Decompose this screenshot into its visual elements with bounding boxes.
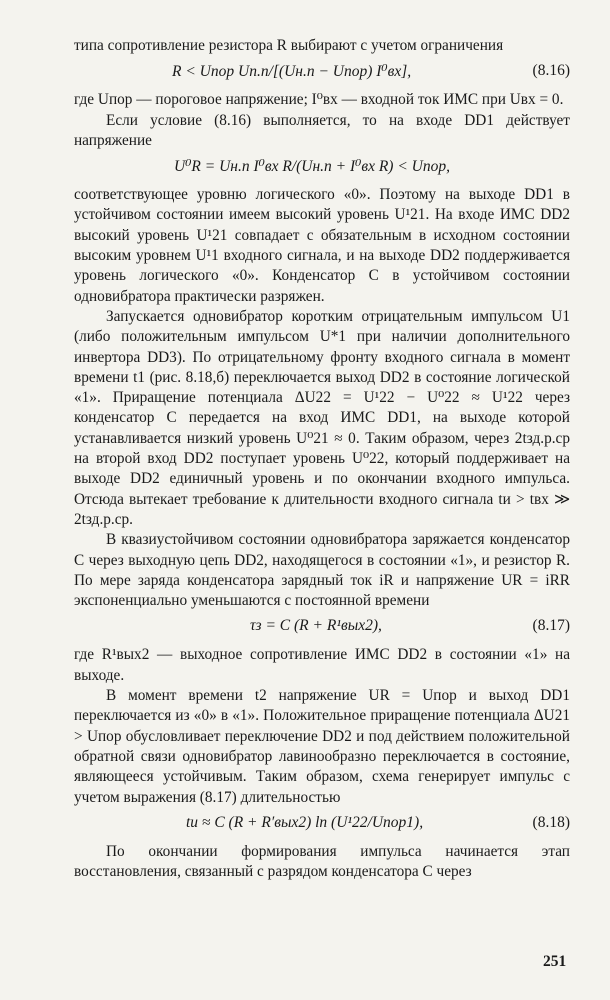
equation-number: (8.17) xyxy=(532,617,570,635)
paragraph-7: где R¹вых2 — выходное сопротивление ИМС DD2 в состоянии «1» на выходе. xyxy=(74,646,570,684)
paragraph-4: соответствующее уровню логического «0». Поэтому на выходе DD1 в устойчивом состоянии имеем высокий уровень U¹21. На входе ИМС DD2 высокий уровень U¹21 совпадает с обязательным в исходном состоянии высоким уровнем U¹1 входного сигнала, и на выходе DD2 поддерживается уровень логического «0». Конденсатор C в устойчивом состоянии одновибратора практически разряжен. xyxy=(74,186,570,305)
equation-formula: R < Uпор Uп.п/[(Uн.п − Uпор) I⁰вх], xyxy=(172,63,412,81)
equation-formula: tи ≈ C (R + R′вых2) ln (U¹22/Uпор1), xyxy=(186,813,424,831)
equation-number: (8.16) xyxy=(532,62,570,80)
equation-ur0 xyxy=(74,151,570,185)
paragraph-1: типа сопротивление резистора R выбирают с учетом ограничения xyxy=(74,37,504,54)
equation-8-17 xyxy=(74,611,570,645)
equation-8-16 xyxy=(74,56,570,90)
page-text xyxy=(74,36,570,882)
page-number: 251 xyxy=(543,953,567,970)
paragraph-9: По окончании формирования импульса начинается этап восстановления, связанный с разрядом конденсатора C через xyxy=(74,842,570,881)
paragraph-5: Запускается одновибратор коротким отрицательным импульсом U1 (либо положительным импульсом U*1 при наличии дополнительного инвертора DD3). По отрицательному фронту входного сигнала в момент времени t1 (рис. 8.18,б) переключается выход DD2 в состояние логической «1». Приращение потенциала ΔU22 = U¹22 − U⁰22 ≈ U¹22 через конденсатор C передается на вход ИМС DD1, на выходе которой устанавливается низкий уровень U⁰21 ≈ 0. Таким образом, через 2tзд.р.ср на второй вход DD2 поступает уровень U⁰22, который поддерживает на выходе DD2 единичный уровень и по окончании входного импульса. Отсюда вытекает требование к длительности входного сигнала tи > tвх ≫ 2tзд.р.ср. xyxy=(74,307,570,528)
paragraph-6: В квазиустойчивом состоянии одновибратора заряжается конденсатор C через выходную цепь DD2, находящегося в состоянии «1», и резистор R. По мере заряда конденсатора зарядный ток iR и напряжение UR = iRR экспоненциально уменьшаются с постоянной времени xyxy=(74,531,570,610)
equation-formula: τз = C (R + R¹вых2), xyxy=(250,617,382,635)
equation-formula: U⁰R = Uн.п I⁰вх R/(Uн.п + I⁰вх R) < Uпор, xyxy=(174,158,450,176)
paragraph-3: Если условие (8.16) выполняется, то на входе DD1 действует напряжение xyxy=(74,111,570,149)
equation-number: (8.18) xyxy=(532,813,570,831)
equation-8-18 xyxy=(74,808,570,842)
paragraph-2: где Uпор — пороговое напряжение; I⁰вх — входной ток ИМС при Uвх = 0. xyxy=(74,91,564,109)
paragraph-8: В момент времени t2 напряжение UR = Uпор и выход DD1 переключается из «0» в «1». Положительное приращение потенциала ΔU21 > Uпор обусловливает переключение DD2 и под действием положительной обратной связи одновибратор лавинообразно переключается в состояние, являющееся устойчивым. Таким образом, схема генерирует импульс с учетом выражения (8.17) длительностью xyxy=(74,687,570,806)
